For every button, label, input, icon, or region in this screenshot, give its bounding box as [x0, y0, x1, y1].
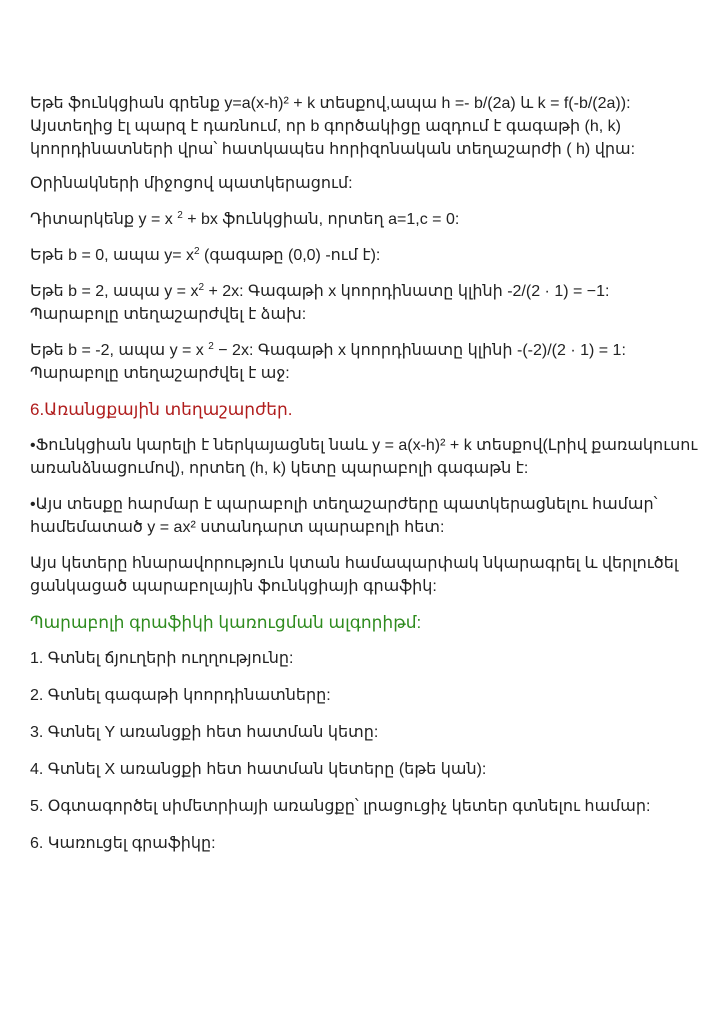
bm2-prefix: Եթե b = -2, ապա y = x [30, 342, 209, 359]
section-6-bullet-2: •Այս տեսքը հարմար է պարաբոլի տեղաշարժերը պատկերացնելու համար՝ համեմատած y = ax² ստանդարտ պարաբոլի հետ: [30, 496, 658, 536]
algorithm-step: 2. Գտնել գագաթի կոորդինատները: [30, 687, 331, 704]
b2-suffix: + 2x: Գագաթի x կոորդինատը կլինի -2/(2 · 1) = −1: Պարաբոլը տեղաշարժվել է ձախ: [30, 283, 610, 323]
b0-suffix: (գագաթը (0,0) -ում է): [199, 247, 381, 264]
consider-suffix: + bx ֆունկցիան, որտեղ a=1,c = 0: [182, 211, 460, 228]
bm2-suffix: − 2x: Գագաթի x կոորդինատը կլինի -(-2)/(2 · 1) = 1: Պարաբոլը տեղաշարժվել է աջ: [30, 342, 626, 382]
consider-prefix: Դիտարկենք y = x [30, 211, 178, 228]
intro-paragraph: Եթե ֆունկցիան գրենք y=a(x-h)² + k տեսքով,ապա h =- b/(2a) և k = f(-b/(2a)): Այստեղից էլ պարզ է դառնում, որ b գործակիցը ազդում է գագաթի (h, k) կոորդինատների վրա՝ հատկապես հորիզոնական տեղաշարժի ( h) վրա: [30, 95, 636, 158]
section-6-bullet-1: •Ֆունկցիան կարելի է ներկայացնել նաև y = a(x-h)² + k տեսքով(Լրիվ քառակուսու առանձնացումով), որտեղ (h, k) կետը պարաբոլի գագաթն է: [30, 437, 698, 477]
example-b-minus-two [30, 339, 700, 385]
algorithm-step: 1. Գտնել ճյուղերի ուղղությունը: [30, 650, 294, 667]
section-6-conclusion: Այս կետերը հնարավորություն կտան համապարփակ նկարագրել և վերլուծել ցանկացած պարաբոլային ֆունկցիայի գրաֆիկ: [30, 555, 679, 595]
example-b-two [30, 280, 700, 326]
consider-function [30, 208, 700, 231]
section-6-heading: 6.Առանցքային տեղաշարժեր. [30, 400, 293, 419]
examples-intro: Օրինակների միջոցով պատկերացում: [30, 175, 353, 192]
algorithm-step: 3. Գտնել Y առանցքի հետ հատման կետը: [30, 724, 379, 741]
algorithm-step: 5. Օգտագործել սիմետրիայի առանցքը՝ լրացուցիչ կետեր գտնելու համար: [30, 798, 651, 815]
consider-exponent: 2 [177, 210, 183, 221]
b0-prefix: Եթե b = 0, ապա y= x [30, 247, 195, 264]
algorithm-step: 6. Կառուցել գրաֆիկը: [30, 835, 216, 852]
b0-exponent: 2 [194, 246, 200, 257]
b2-exponent: 2 [198, 282, 205, 293]
b2-prefix: Եթե b = 2, ապա y = x [30, 283, 199, 300]
document-page [30, 92, 700, 869]
algorithm-heading: Պարաբոլի գրաֆիկի կառուցման ալգորիթմ: [30, 613, 422, 632]
bm2-exponent: 2 [208, 341, 214, 352]
algorithm-step: 4. Գտնել X առանցքի հետ հատման կետերը (եթե կան): [30, 761, 487, 778]
example-b-zero [30, 244, 700, 267]
